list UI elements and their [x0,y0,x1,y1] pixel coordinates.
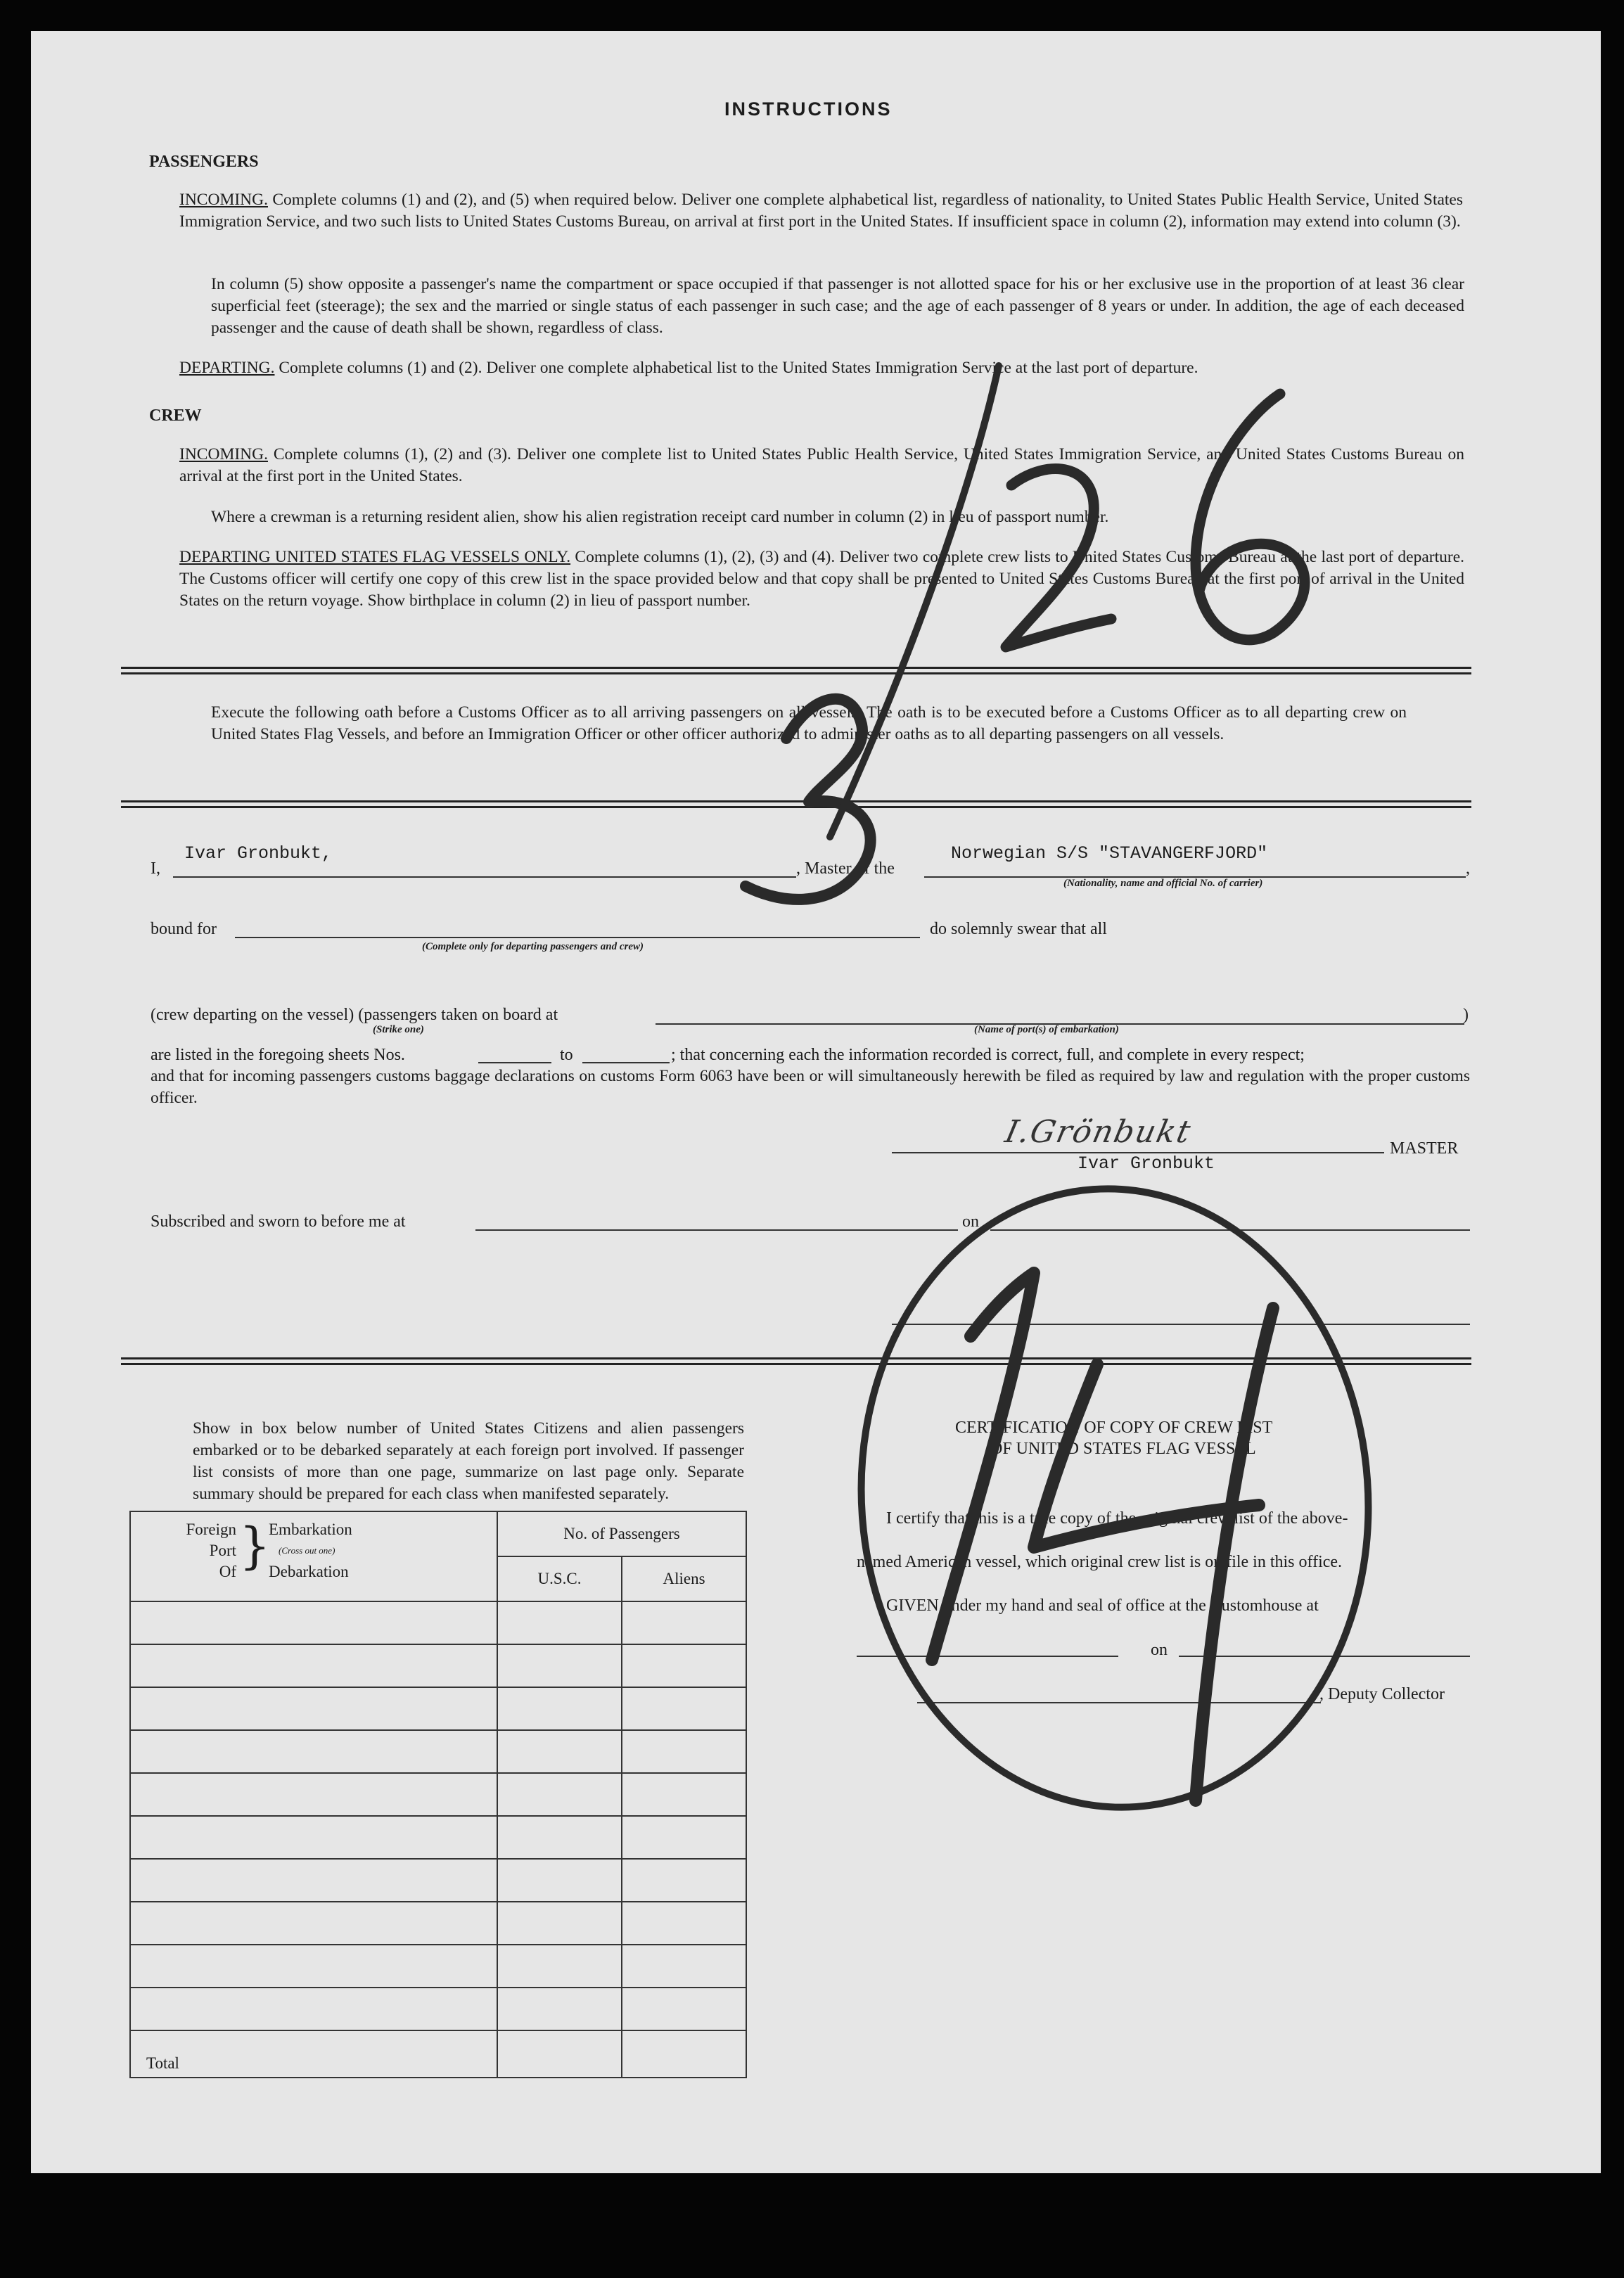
cross-out-label: (Cross out one) [279,1545,335,1556]
usc-header: U.S.C. [497,1556,622,1601]
oath-instruction-paragraph: Execute the following oath before a Customs Officer as to all arriving passengers on all vessels. The oath is to be executed before a Customs Officer as to all departing crew on United States Flag Vessels, and before an Immigration Officer or other officer authorized to administer oaths as to all departing passengers on all vessels. [211,703,1407,743]
divider-rule [121,667,1471,669]
embarkation-label: Embarkation [269,1521,352,1538]
embarkation-caption: (Name of port(s) of embarkation) [974,1024,1119,1035]
certification-line-2: named American vessel, which original crew list is on file in this office. [857,1553,1343,1571]
oath-i-label: I, [151,859,160,878]
customhouse-line [857,1656,1118,1657]
table-row [130,1988,746,2030]
sheets-text-1: are listed in the foregoing sheets Nos. [151,1046,405,1064]
subscribed-label: Subscribed and sworn to before me at [151,1212,406,1231]
deputy-collector-label: , Deputy Collector [1319,1685,1445,1703]
crew-incoming-text: Complete columns (1), (2) and (3). Deliver one complete list to United States Public Health Service, United States Immigration Service, and United States Customs Bureau on arrival at the first port in the United States. [179,445,1464,485]
table-row [130,1730,746,1773]
certification-line-1: I certify that this is a true copy of the original crew list of the above- [886,1509,1348,1528]
vessel-line-comma: , [1466,859,1470,878]
certification-on-label: on [1151,1641,1168,1659]
table-row [130,1859,746,1902]
vessel-caption: (Nationality, name and official No. of carrier) [1063,878,1263,889]
bound-for-label: bound for [151,920,217,938]
table-row [130,1902,746,1945]
master-of-label: , Master of the [796,859,895,878]
vessel-field: Norwegian S/S "STAVANGERFJORD" [951,843,1268,864]
divider-rule [121,672,1471,674]
crew-departing-text: Complete columns (1), (2), (3) and (4). Deliver two complete crew lists to United States Customs Bureau at the last port of departure. The Customs officer will certify one copy of this crew list in the space provided below and that copy shall be presented to United States Customs Bureau at the first port of arrival in the United States on the return voyage. Show birthplace in column (2) in lieu of passport number. [179,548,1464,610]
divider-rule [121,806,1471,808]
debarkation-label: Debarkation [269,1563,349,1580]
master-signature: I.Grönbukt [1002,1114,1195,1150]
crew-incoming-paragraph [179,444,1464,487]
passengers-heading: PASSENGERS [149,153,259,171]
table-row [130,1687,746,1730]
subscribed-date-line [990,1229,1470,1231]
crew-returning-paragraph: Where a crewman is a returning resident alien, show his alien registration receipt card number in column (2) in lieu of passport number. [211,508,1109,526]
passengers-column5-paragraph: In column (5) show opposite a passenger's name the compartment or space occupied if that passenger is not allotted space for his or her exclusive use in the proportion of at least 36 clear superficial feet (steerage); the sex and the married or single status of each passenger in such case; and the age of each passenger of 8 years or under. In addition, the age of each deceased passenger and the cause of death shall be shown, regardless of class. [211,275,1464,337]
of-label: Of [219,1563,236,1580]
foreign-port-of [159,1519,236,1582]
strike-caption: (Strike one) [373,1024,424,1035]
master-name-line [173,876,796,878]
deputy-collector-line [917,1702,1321,1703]
bound-for-caption: (Complete only for departing passengers and crew) [422,941,644,952]
table-row [130,1816,746,1859]
handwritten-date-mark [788,914,789,915]
passengers-incoming-text: Complete columns (1) and (2), and (5) when required below. Deliver one complete alphabetical list, regardless of nationality, to United States Public Health Service, United States Immigration Service, and two such lists to United States Customs Bureau, on arrival at first port in the United States. If insufficient space in column (2), information may extend into column (3). [179,191,1464,231]
table-header-row [130,1511,746,1556]
table-total-row [130,2030,746,2078]
certification-title-1: CERTIFICATION OF COPY OF CREW LIST [955,1419,1273,1437]
officer-line [892,1324,1470,1325]
passengers-departing-label: DEPARTING. [179,359,275,377]
master-name-field: Ivar Gronbukt, [184,843,333,864]
certification-title-2: OF UNITED STATES FLAG VESSEL [990,1440,1256,1458]
passenger-summary-table [129,1511,747,2078]
divider-rule [121,1363,1471,1365]
port-label: Port [209,1542,236,1559]
aliens-header: Aliens [622,1556,746,1601]
certification-date-line [1179,1656,1470,1657]
sheets-to-line [582,1062,670,1063]
embarkation-close-paren: ) [1463,1006,1469,1024]
crew-departing-label: DEPARTING UNITED STATES FLAG VESSELS ONLY. [179,548,571,566]
passengers-departing-paragraph [179,357,1464,379]
certification-line-3: GIVEN under my hand and seal of office at the Customhouse at [886,1596,1319,1615]
swear-label: do solemnly swear that all [930,920,1107,938]
port-header-cell [130,1511,497,1601]
table-row [130,1644,746,1687]
divider-rule [121,1357,1471,1359]
sheets-to-label: to [560,1046,573,1064]
crew-heading: CREW [149,407,202,425]
bound-for-line [235,937,920,938]
crew-departing-paragraph [179,546,1464,612]
table-row [130,1601,746,1644]
passengers-incoming-paragraph [179,189,1463,233]
subscribed-place-line [475,1229,958,1231]
crew-incoming-label: INCOMING. [179,445,268,463]
passengers-incoming-label: INCOMING. [179,191,268,209]
table-row [130,1773,746,1816]
embarkation-debarkation [269,1519,352,1582]
document-title: INSTRUCTIONS [724,98,893,120]
sheets-text-2: ; that concerning each the information recorded is correct, full, and complete in every respect; [671,1046,1305,1064]
total-label: Total [130,2030,497,2078]
master-label: MASTER [1390,1139,1459,1158]
subscribed-on-label: on [962,1212,979,1231]
foreign-label: Foreign [186,1521,236,1538]
divider-rule [121,800,1471,802]
no-of-passengers-header: No. of Passengers [497,1511,746,1556]
table-row [130,1945,746,1988]
sheets-from-line [478,1062,551,1063]
crew-departing-label: (crew departing on the vessel) (passengers taken on board at [151,1006,558,1024]
brace-glyph: } [239,1517,271,1575]
signer-typed-name: Ivar Gronbukt [1078,1153,1215,1174]
passengers-departing-text: Complete columns (1) and (2). Deliver one complete alphabetical list to the United States Immigration Service at the last port of departure. [279,359,1198,377]
baggage-text: and that for incoming passengers customs baggage declarations on customs Form 6063 have been or will simultaneously herewith be filed as required by law and regulation with the proper customs officer. [151,1067,1470,1107]
summary-instruction: Show in box below number of United States Citizens and alien passengers embarked or to be debarked separately at each foreign port involved. If passenger list consists of more than one page, summarize on last page only. Separate summary should be prepared for each class when manifested separately. [193,1419,744,1503]
